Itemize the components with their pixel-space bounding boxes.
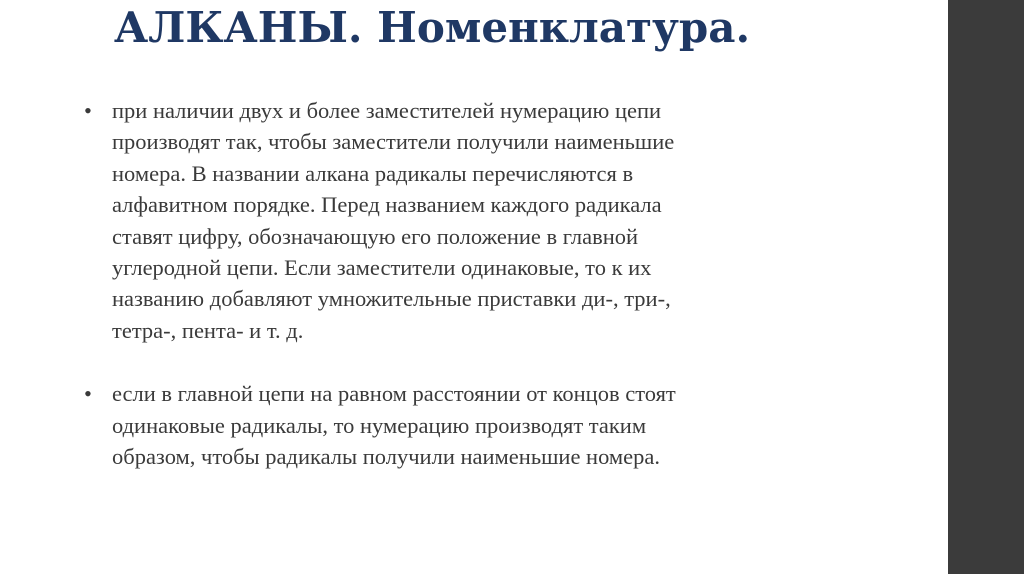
bullet-text-line: производят так, чтобы заместители получили наименьшие xyxy=(112,129,675,155)
bullet-text-line: углеродной цепи. Если заместители одинаковые, то к их xyxy=(112,255,652,281)
bullet-icon: • xyxy=(84,98,92,123)
side-bar xyxy=(948,0,1024,574)
bullet-text-line: ставят цифру, обозначающую его положение в главной xyxy=(112,223,639,249)
bullet-text-line: одинаковые радикалы, то нумерацию производят таким xyxy=(112,412,647,438)
bullet-text-line: тетра-, пента- и т. д. xyxy=(112,317,304,343)
bullet-text-line: номера. В названии алкана радикалы перечисляются в xyxy=(112,160,634,186)
bullet-item xyxy=(82,95,862,346)
slide-title: АЛКАНЫ. Номенклатура. xyxy=(114,3,751,52)
bullet-list xyxy=(82,95,862,472)
bullet-icon: • xyxy=(84,381,92,407)
bullet-text-line: алфавитном порядке. Перед названием каждого радикала xyxy=(112,192,662,218)
bullet-text-line: названию добавляют умножительные приставки ди-, три-, xyxy=(112,286,671,312)
bullet-text-line: если в главной цепи на равном расстоянии от концов стоят xyxy=(112,381,676,407)
bullet-text-line: образом, чтобы радикалы получили наименьшие номера. xyxy=(112,444,661,470)
bullet-item xyxy=(82,378,862,472)
bullet-text-line: при наличии двух и более заместителей нумерацию цепи xyxy=(112,98,662,123)
